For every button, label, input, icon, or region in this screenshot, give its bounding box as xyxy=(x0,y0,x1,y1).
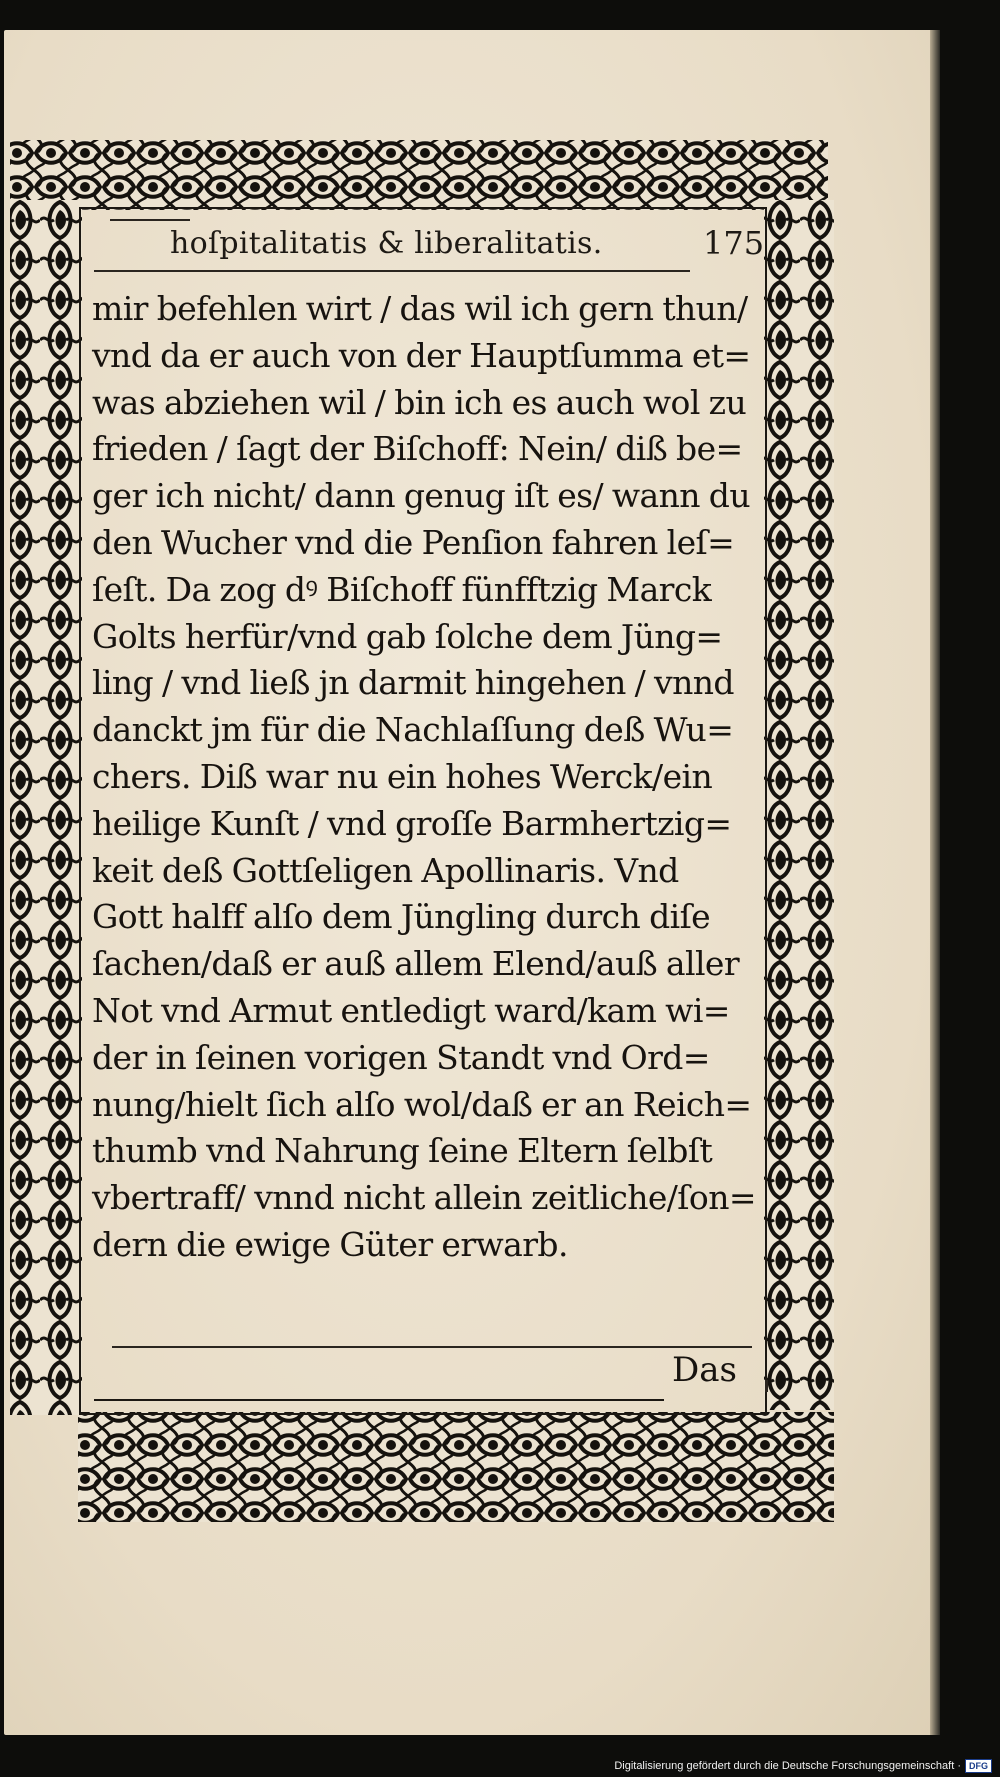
text-line: Gott halff alſo dem Jüngling durch diſe xyxy=(92,897,711,937)
credit-text: Digitalisierung gefördert durch die Deutsche Forschungsgemeinschaft · xyxy=(614,1760,961,1772)
text-line: Golts herfür/vnd gab ſolche dem Jüng= xyxy=(92,616,723,656)
running-head: hoſpitalitatis & liberalitatis. xyxy=(170,226,603,261)
text-line: nung/hielt ſich alſo wol/daß er an Reich= xyxy=(92,1084,752,1124)
text-line: was abziehen wil / bin ich es auch wol zu xyxy=(92,382,747,422)
text-line: heilige Kunſt / vnd groſſe Barmhertzig= xyxy=(92,803,732,843)
dfg-logo-icon: DFG xyxy=(965,1759,992,1773)
text-line: vnd da er auch von der Hauptſumma et= xyxy=(92,335,751,375)
page-number: 175 xyxy=(703,224,765,262)
text-line: chers. Diß war nu ein hohes Werck/ein xyxy=(92,756,713,796)
text-line: der in ſeinen vorigen Standt vnd Ord= xyxy=(92,1037,710,1077)
body-text xyxy=(92,286,756,1269)
text-line: ſeſt. Da zog dꝰ Biſchoff fünfftzig Marck xyxy=(92,569,712,609)
ink-mark xyxy=(765,1380,768,1392)
text-line: Not vnd Armut entledigt ward/kam wi= xyxy=(92,990,730,1030)
text-line: danckt jm für die Nachlaſſung deß Wu= xyxy=(92,710,734,750)
text-line: mir befehlen wirt / das wil ich gern thun/ xyxy=(92,289,748,328)
text-line: thumb vnd Nahrung ſeine Eltern ſelbſt xyxy=(92,1131,713,1171)
header-rule-short xyxy=(110,219,190,221)
text-line: keit deß Gottſeligen Apollinaris. Vnd xyxy=(92,850,679,890)
text-line: dern die ewige Güter erwarb. xyxy=(92,1224,568,1264)
catchword: Das xyxy=(672,1350,737,1390)
text-line: frieden / ſagt der Biſchoff: Nein/ diß be= xyxy=(92,429,743,469)
text-line: den Wucher vnd die Penſion fahren leſ= xyxy=(92,522,735,562)
header-rule xyxy=(94,270,690,272)
text-line: ger ich nicht/ dann genug iſt es/ wann du xyxy=(92,476,750,516)
digitization-credit xyxy=(614,1759,992,1773)
text-line: ling / vnd ließ jn darmit hingehen / vnnd xyxy=(92,663,734,703)
text-line: ſachen/daß er auß allem Elend/auß aller xyxy=(92,944,740,984)
text-line: vbertraff/ vnnd nicht allein zeitliche/ſon= xyxy=(92,1178,756,1218)
footer-rule xyxy=(112,1346,752,1348)
